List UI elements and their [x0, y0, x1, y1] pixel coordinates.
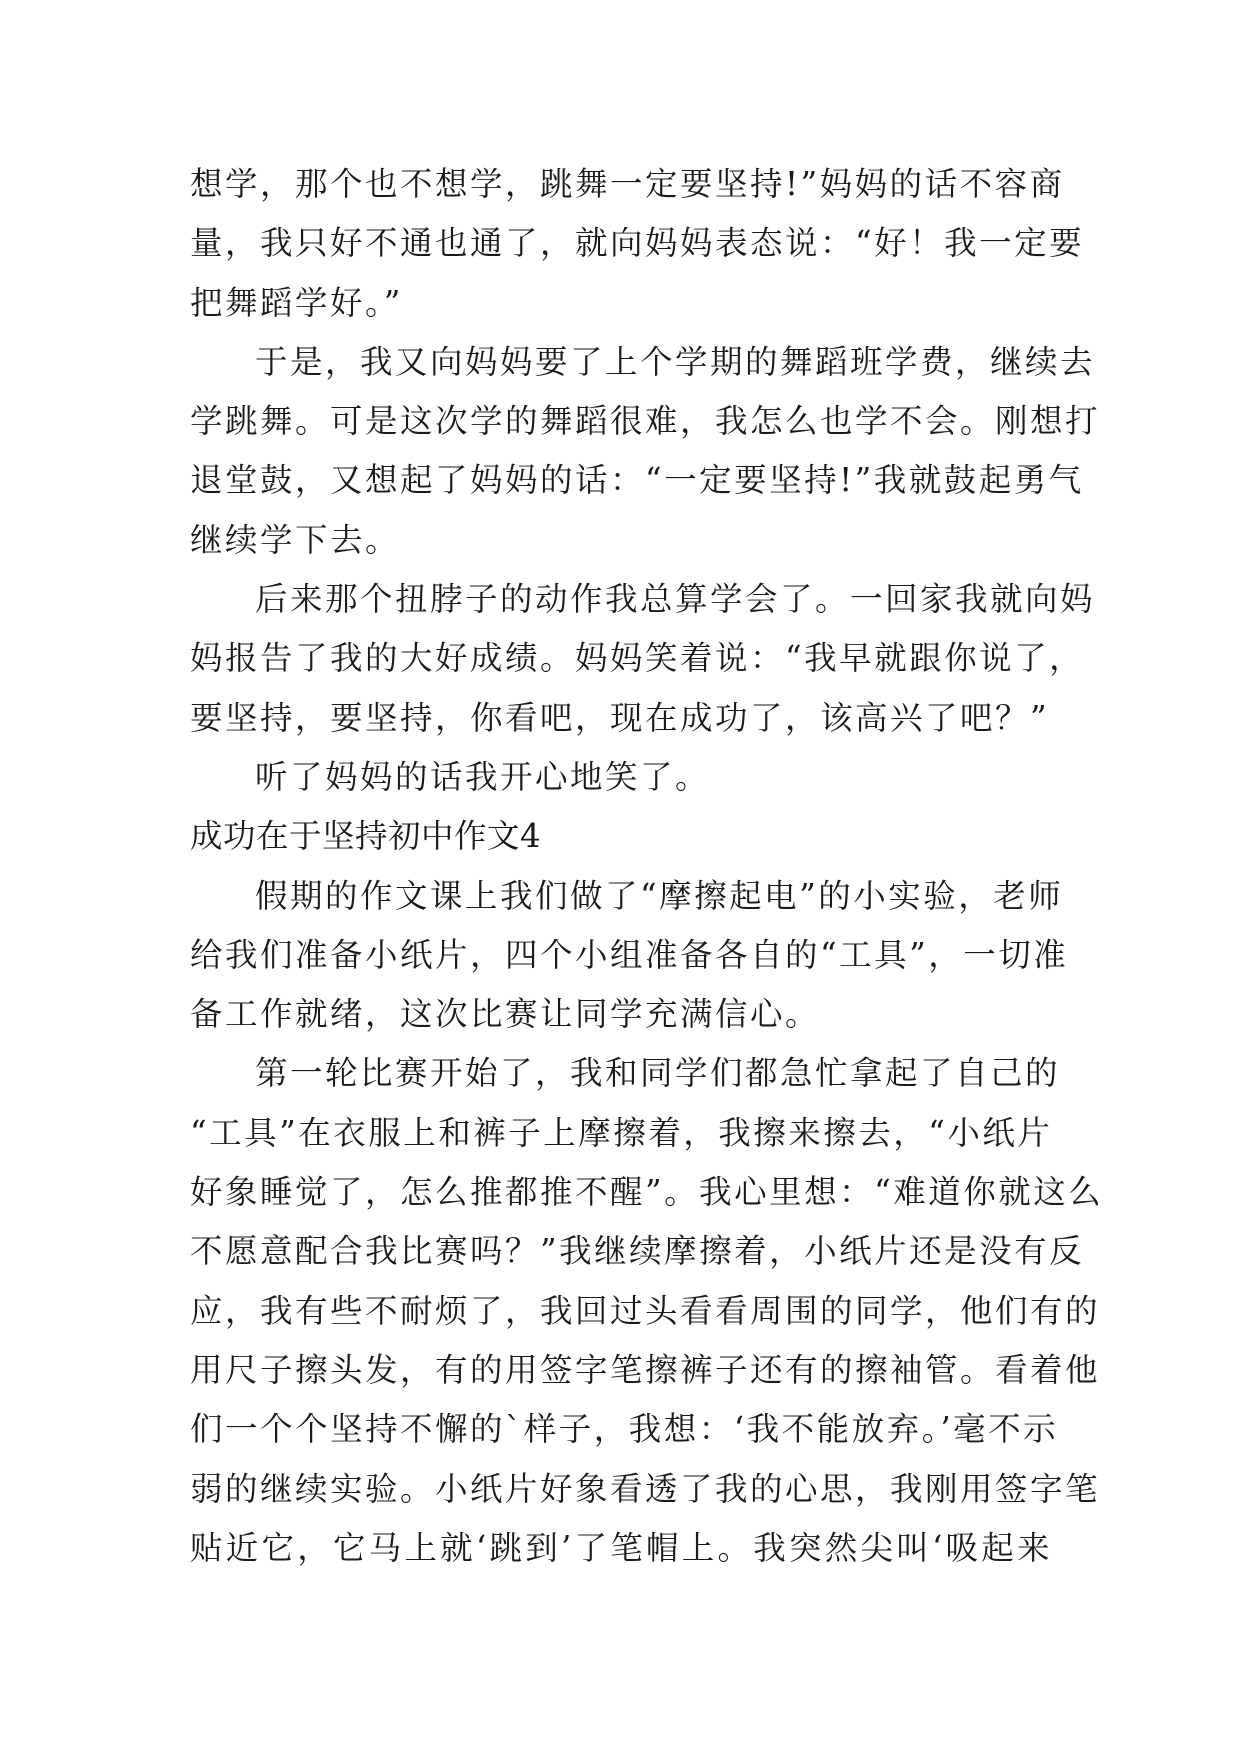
paragraph-first-line: 于是，我又向妈妈要了上个学期的舞蹈班学费，继续去	[255, 342, 1096, 381]
text-line: 不愿意配合我比赛吗？”我继续摩擦着，小纸片还是没有反	[190, 1232, 1085, 1271]
text-line: 要坚持，要坚持，你看吧，现在成功了，该高兴了吧？”	[190, 698, 1050, 737]
text-line: 好象睡觉了，怎么推都推不醒”。我心里想：“难道你就这么	[190, 1173, 1104, 1212]
text-line: 妈报告了我的大好成绩。妈妈笑着说：“我早就跟你说了，	[190, 639, 1085, 678]
text-line: 退堂鼓，又想起了妈妈的话：“一定要坚持!”我就鼓起勇气	[190, 461, 1084, 500]
text-line: 想学，那个也不想学，跳舞一定要坚持!”妈妈的话不容商	[190, 165, 1065, 203]
document-body	[190, 155, 1104, 1578]
paragraph-first-line: 听了妈妈的话我开心地笑了。	[255, 757, 711, 796]
text-line: 把舞蹈学好。”	[190, 283, 403, 322]
text-line: 继续学下去。	[190, 520, 401, 559]
text-line: 备工作就绪，这次比赛让同学充满信心。	[190, 995, 821, 1034]
text-line: 用尺子擦头发，有的用签字笔擦裤子还有的擦袖管。看着他	[190, 1350, 1101, 1389]
section-heading: 成功在于坚持初中作文4	[190, 817, 542, 856]
text-line: “工具”在衣服上和裤子上摩擦着，我擦来擦去，“小纸片	[190, 1113, 1053, 1152]
text-line: 给我们准备小纸片，四个小组准备各自的“工具”，一切准	[190, 935, 1069, 974]
text-line: 学跳舞。可是这次学的舞蹈很难，我怎么也学不会。刚想打	[190, 402, 1101, 441]
text-line: 量，我只好不通也通了，就向妈妈表态说：“好！我一定要	[190, 224, 1085, 263]
text-line: 应，我有些不耐烦了，我回过头看看周围的同学，他们有的	[190, 1291, 1101, 1330]
paragraph-first-line: 后来那个扭脖子的动作我总算学会了。一回家我就向妈	[255, 580, 1096, 619]
paragraph-first-line: 假期的作文课上我们做了“摩擦起电”的小实验，老师	[255, 876, 1064, 915]
text-line: 们一个个坚持不懈的`样子，我想：‘我不能放弃。’毫不示	[190, 1410, 1059, 1449]
paragraph-first-line: 第一轮比赛开始了，我和同学们都急忙拿起了自己的	[255, 1054, 1061, 1093]
text-line: 弱的继续实验。小纸片好象看透了我的心思，我刚用签字笔	[190, 1469, 1101, 1508]
text-line: 贴近它，它马上就‘跳到’了笔帽上。我突然尖叫‘吸起来	[190, 1528, 1052, 1567]
